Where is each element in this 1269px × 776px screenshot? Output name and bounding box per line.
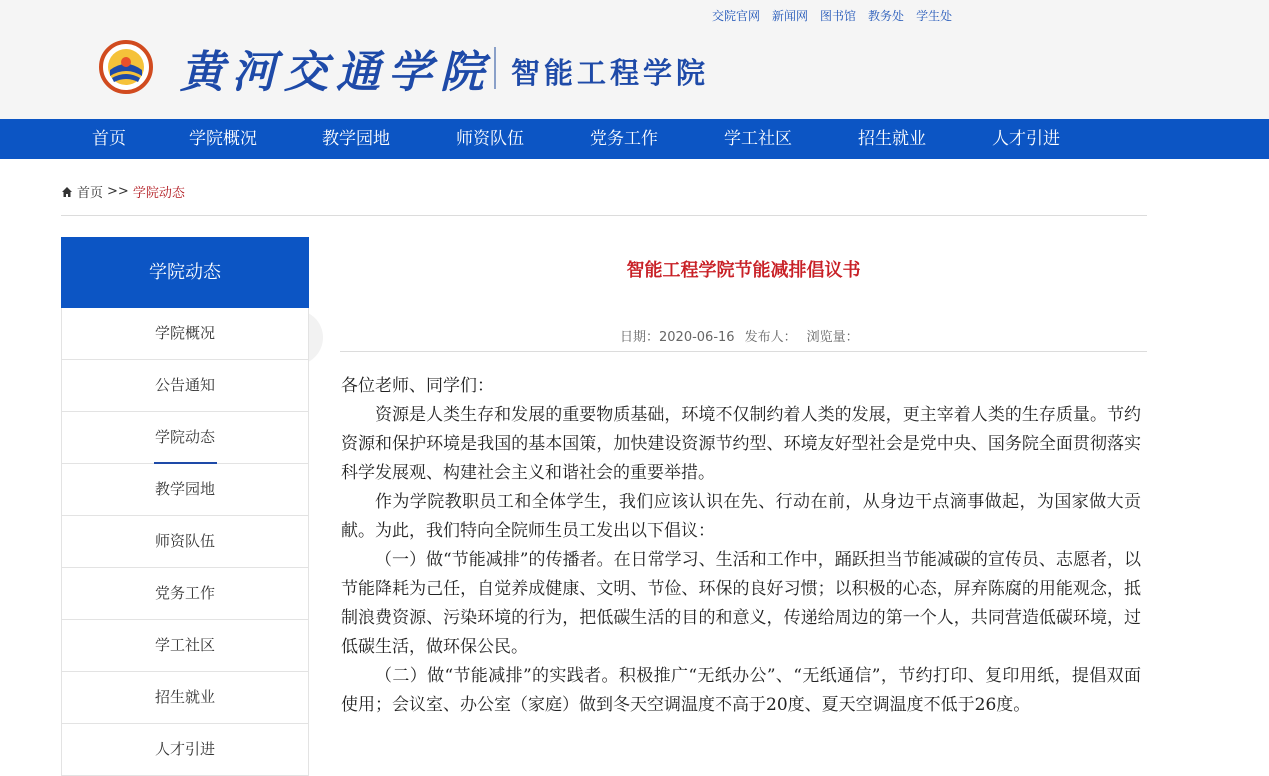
- nav-item-student-community[interactable]: 学工社区: [724, 129, 792, 149]
- school-name-logo[interactable]: 黄河交通学院: [180, 47, 492, 98]
- school-emblem-logo[interactable]: [97, 40, 155, 94]
- sidebar-item-admissions[interactable]: [61, 672, 309, 724]
- top-links: [712, 7, 952, 24]
- article-paragraph: 作为学院教职员工和全体学生，我们应该认识在先、行动在前，从身边干点滴事做起，为国家做大贡献。为此，我们特向全院师生员工发出以下倡议：: [341, 492, 1141, 541]
- sidebar-item-student-community[interactable]: [61, 620, 309, 672]
- sidebar-title: 学院动态: [61, 237, 309, 308]
- sidebar: [61, 237, 309, 776]
- top-link-library[interactable]: 图书馆: [820, 9, 857, 23]
- sidebar-item-teaching[interactable]: [61, 464, 309, 516]
- nav-item-about[interactable]: 学院概况: [189, 129, 257, 149]
- sidebar-item-party-work[interactable]: [61, 568, 309, 620]
- article-date: 日期：2020-06-16: [620, 330, 735, 345]
- sidebar-item-label: 教学园地: [154, 480, 215, 498]
- article-views: 浏览量：: [806, 330, 859, 345]
- top-link-student-affairs[interactable]: 学生处: [916, 9, 953, 23]
- main-nav: [0, 119, 1269, 159]
- nav-item-admissions[interactable]: 招生就业: [858, 129, 926, 149]
- breadcrumb-divider: [61, 215, 1147, 216]
- sidebar-item-label: 人才引进: [154, 740, 215, 758]
- top-link-news[interactable]: 新闻网: [772, 9, 809, 23]
- article-body: [341, 372, 1141, 720]
- nav-item-home[interactable]: 首页: [92, 129, 126, 149]
- sidebar-item-recruitment[interactable]: [61, 724, 309, 776]
- breadcrumb-separator: >>: [107, 184, 129, 199]
- breadcrumb: [61, 182, 185, 201]
- logo-divider: [494, 47, 496, 89]
- nav-item-teaching[interactable]: 教学园地: [322, 129, 390, 149]
- meta-divider: [340, 351, 1147, 352]
- sidebar-item-label: 学院动态: [154, 428, 215, 446]
- sidebar-item-notices[interactable]: [61, 360, 309, 412]
- site-header: [0, 0, 1269, 119]
- article-paragraph: 资源是人类生存和发展的重要物质基础，环境不仅制约着人类的发展，更主宰着人类的生存质量。节约资源和保护环境是我国的基本国策，加快建设资源节约型、环境友好型社会是党中央、国务院全面贯彻落实科学发展观、构建社会主义和谐社会的重要举措。: [341, 405, 1141, 483]
- college-name: 智能工程学院: [511, 56, 710, 90]
- sidebar-item-label: 招生就业: [154, 688, 215, 706]
- article-author: 发布人：: [744, 330, 797, 345]
- nav-item-party-work[interactable]: 党务工作: [590, 129, 658, 149]
- sidebar-item-news[interactable]: [61, 412, 309, 464]
- breadcrumb-current[interactable]: 学院动态: [132, 186, 185, 201]
- article-title: 智能工程学院节能减排倡议书: [626, 260, 861, 281]
- nav-item-faculty[interactable]: 师资队伍: [456, 129, 524, 149]
- sidebar-item-faculty[interactable]: [61, 516, 309, 568]
- top-link-main-site[interactable]: 交院官网: [712, 9, 761, 23]
- top-link-academic-affairs[interactable]: 教务处: [868, 9, 905, 23]
- sidebar-item-about[interactable]: [61, 308, 309, 360]
- sidebar-item-label: 学院概况: [154, 324, 215, 342]
- article-paragraph: （二）做“节能减排”的实践者。积极推广“无纸办公”、“无纸通信”，节约打印、复印用纸，提倡双面使用；会议室、办公室（家庭）做到冬天空调温度不高于20度、夏天空调温度不低于26度。: [341, 666, 1141, 715]
- home-icon: [61, 186, 73, 198]
- article-paragraph: （一）做“节能减排”的传播者。在日常学习、生活和工作中，踊跃担当节能减碳的宣传员、志愿者，以节能降耗为己任，自觉养成健康、文明、节俭、环保的良好习惯；以积极的心态，屏弃陈腐的用能观念，抵制浪费资源、污染环境的行为，把低碳生活的目的和意义，传递给周边的第一个人，共同营造低碳环境，过低碳生活，做环保公民。: [341, 550, 1141, 657]
- sidebar-item-label: 党务工作: [154, 584, 215, 602]
- sidebar-item-label: 师资队伍: [154, 532, 215, 550]
- sidebar-item-label: 学工社区: [154, 636, 215, 654]
- article-meta: [620, 326, 859, 345]
- breadcrumb-home[interactable]: 首页: [77, 186, 104, 201]
- article-greeting: 各位老师、同学们：: [341, 376, 494, 396]
- nav-item-recruitment[interactable]: 人才引进: [992, 129, 1060, 149]
- sidebar-item-label: 公告通知: [154, 376, 215, 394]
